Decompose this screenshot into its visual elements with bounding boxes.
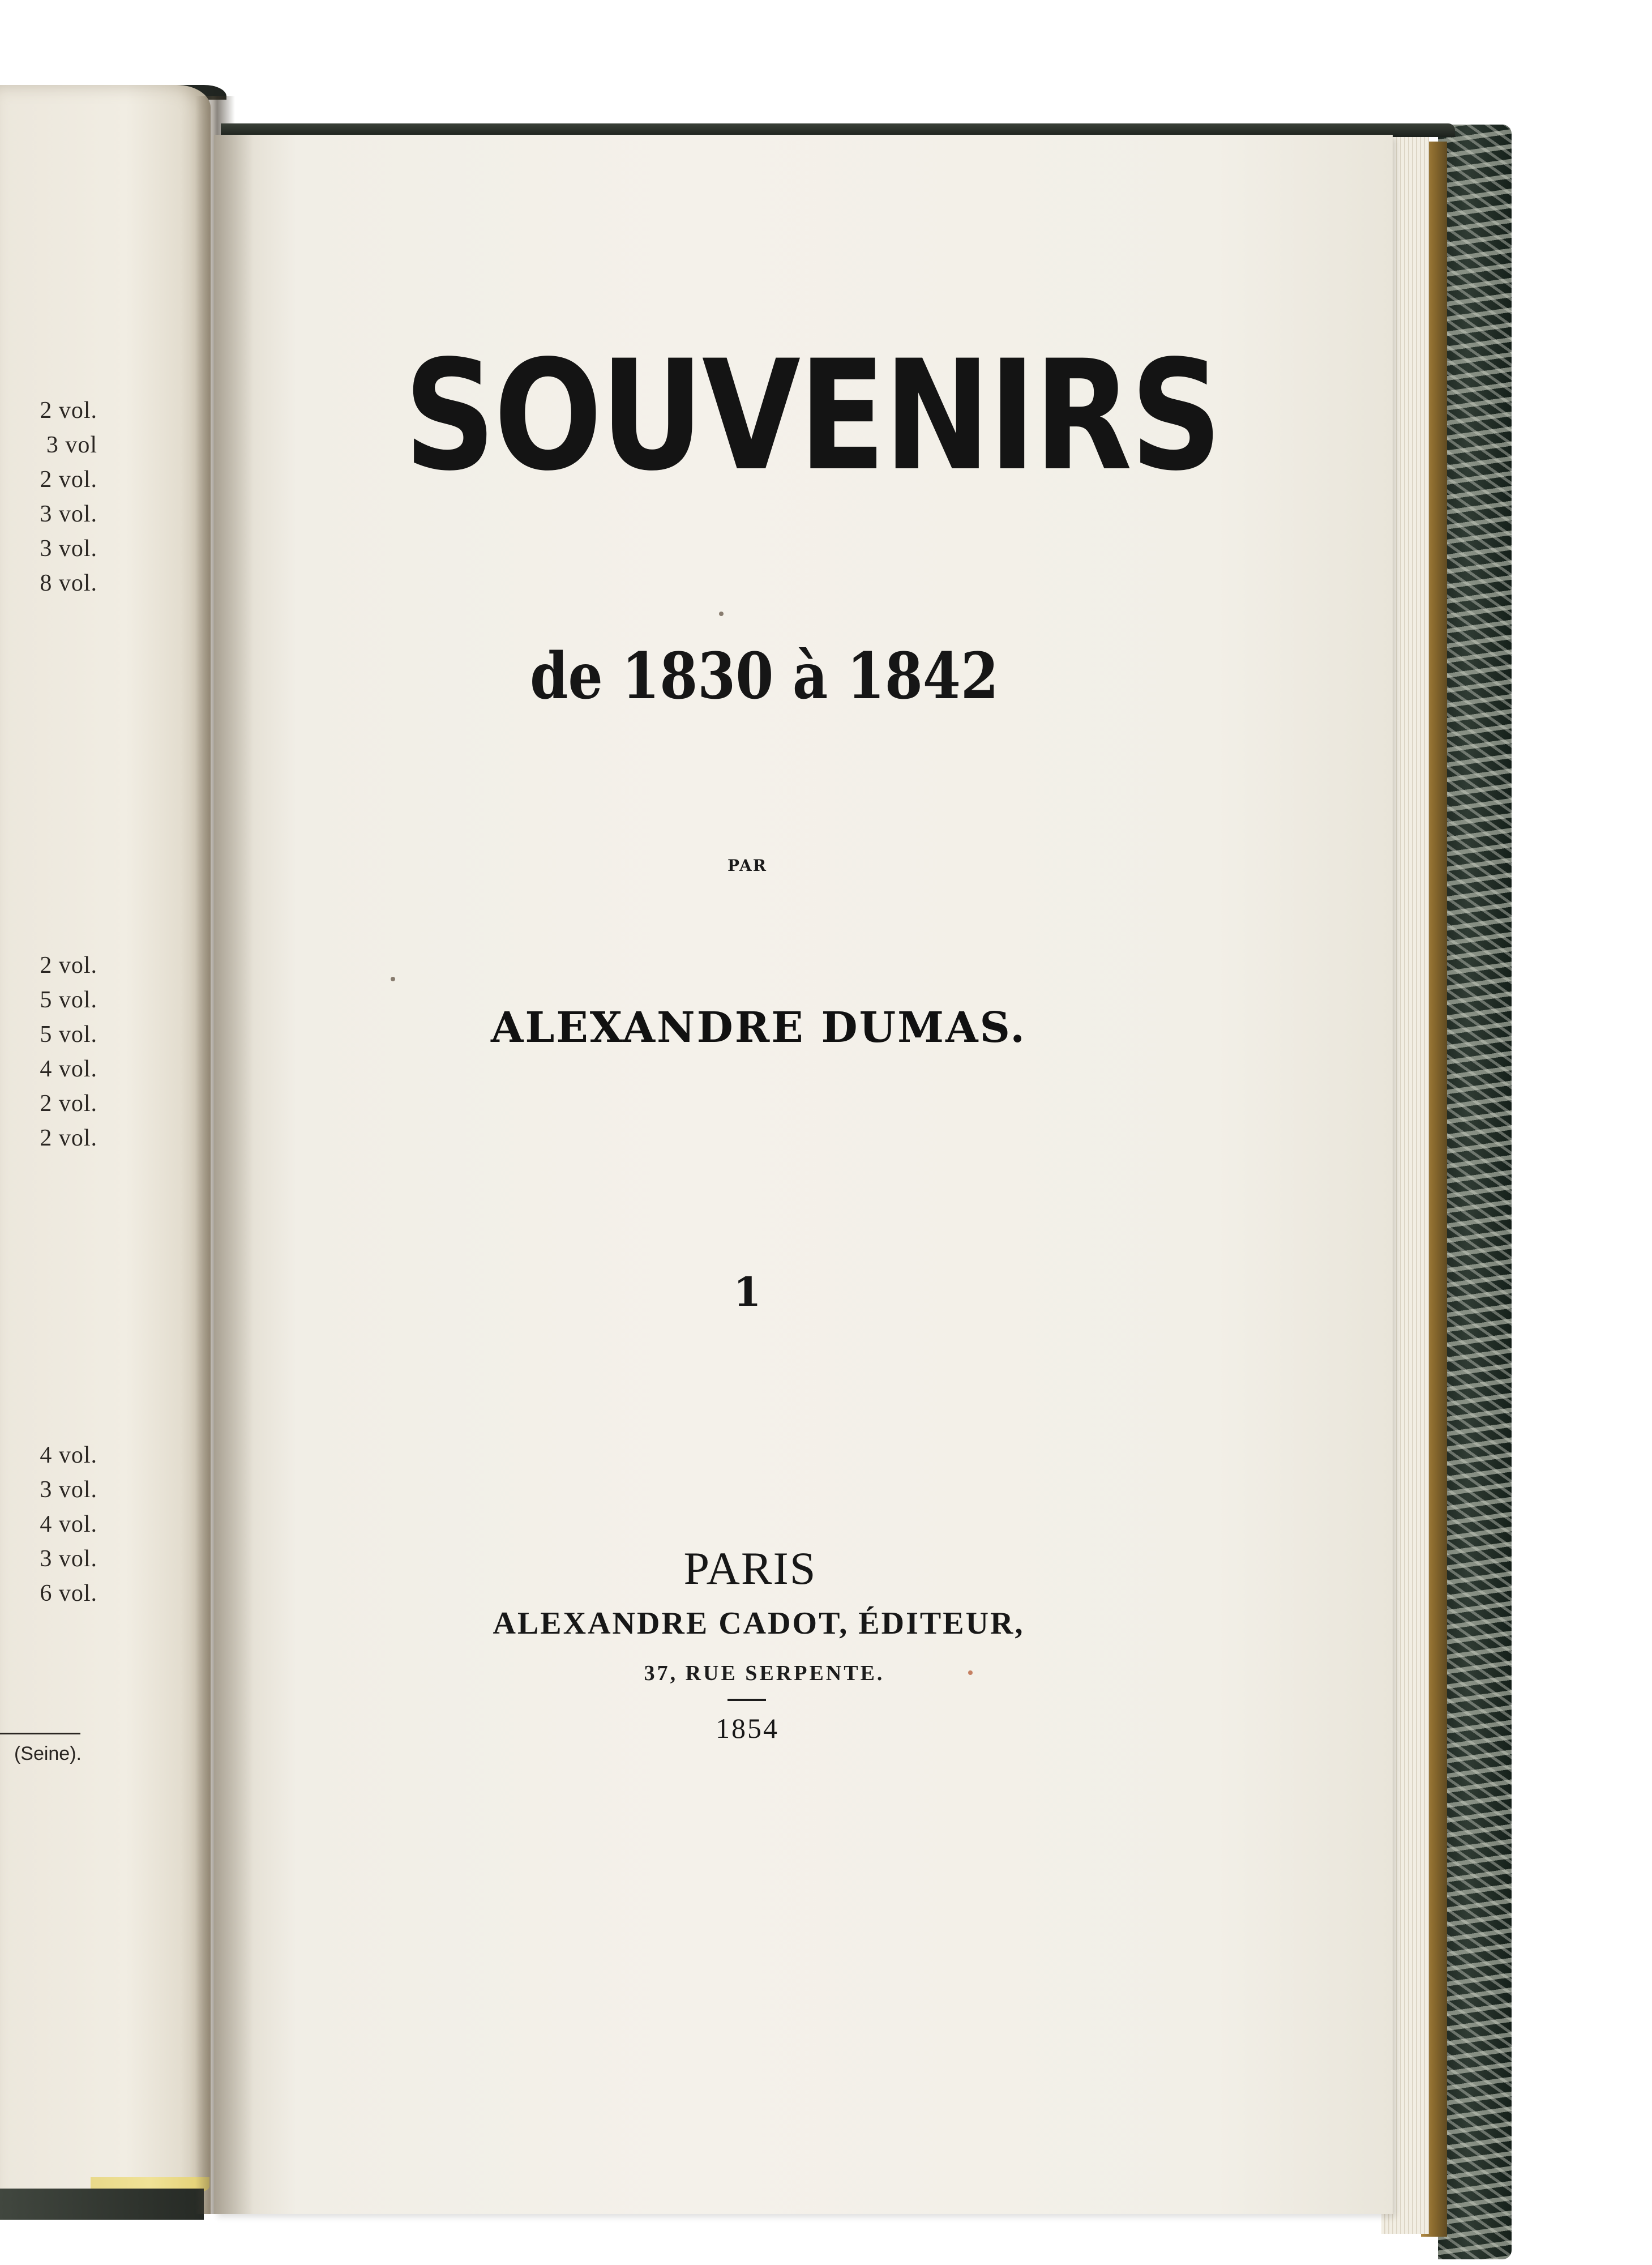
left-cover-bottom-edge bbox=[0, 2189, 204, 2220]
volume-count: 2 vol. bbox=[40, 398, 97, 424]
volume-count: 5 vol. bbox=[40, 987, 97, 1013]
volume-count: 6 vol. bbox=[40, 1580, 97, 1606]
book-subtitle: de 1830 à 1842 bbox=[530, 639, 999, 713]
left-footer-rule bbox=[0, 1733, 80, 1734]
volume-count: 2 vol. bbox=[40, 467, 97, 493]
volume-count: 2 vol. bbox=[40, 1125, 97, 1151]
volume-count: 5 vol. bbox=[40, 1022, 97, 1048]
publication-year: 1854 bbox=[716, 1712, 779, 1744]
volume-count: 3 vol. bbox=[40, 501, 97, 527]
paper-speck bbox=[391, 977, 395, 981]
book-title: SOUVENIRS bbox=[404, 328, 1221, 505]
volume-count: 4 vol. bbox=[40, 1442, 97, 1468]
publisher-address: 37, RUE SERPENTE. bbox=[644, 1661, 885, 1685]
left-footer-note: (Seine). bbox=[14, 1743, 82, 1764]
paper-speck bbox=[719, 612, 724, 616]
volume-count: 2 vol. bbox=[40, 952, 97, 978]
volume-count: 4 vol. bbox=[40, 1056, 97, 1082]
volume-count: 8 vol. bbox=[40, 570, 97, 596]
by-line-label: PAR bbox=[727, 856, 767, 875]
author-name: ALEXANDRE DUMAS. bbox=[490, 1003, 1027, 1052]
volume-list-group-1 bbox=[0, 394, 97, 601]
title-page-gutter-shadow bbox=[214, 135, 254, 2214]
volume-count: 3 vol. bbox=[40, 1477, 97, 1503]
publisher-name: ALEXANDRE CADOT, ÉDITEUR, bbox=[493, 1606, 1025, 1641]
imprint-rule bbox=[727, 1699, 766, 1701]
volume-number: 1 bbox=[733, 1268, 761, 1315]
marbled-cover bbox=[1438, 125, 1512, 2259]
volume-list-group-3 bbox=[0, 1438, 97, 1611]
volume-count: 3 vol bbox=[46, 432, 97, 458]
volume-list-group-2 bbox=[0, 948, 97, 1156]
volume-count: 2 vol. bbox=[40, 1091, 97, 1117]
volume-count: 3 vol. bbox=[40, 1546, 97, 1572]
publication-place: PARIS bbox=[683, 1542, 817, 1594]
paper-speck bbox=[968, 1670, 973, 1675]
volume-count: 4 vol. bbox=[40, 1511, 97, 1537]
volume-count: 3 vol. bbox=[40, 536, 97, 562]
